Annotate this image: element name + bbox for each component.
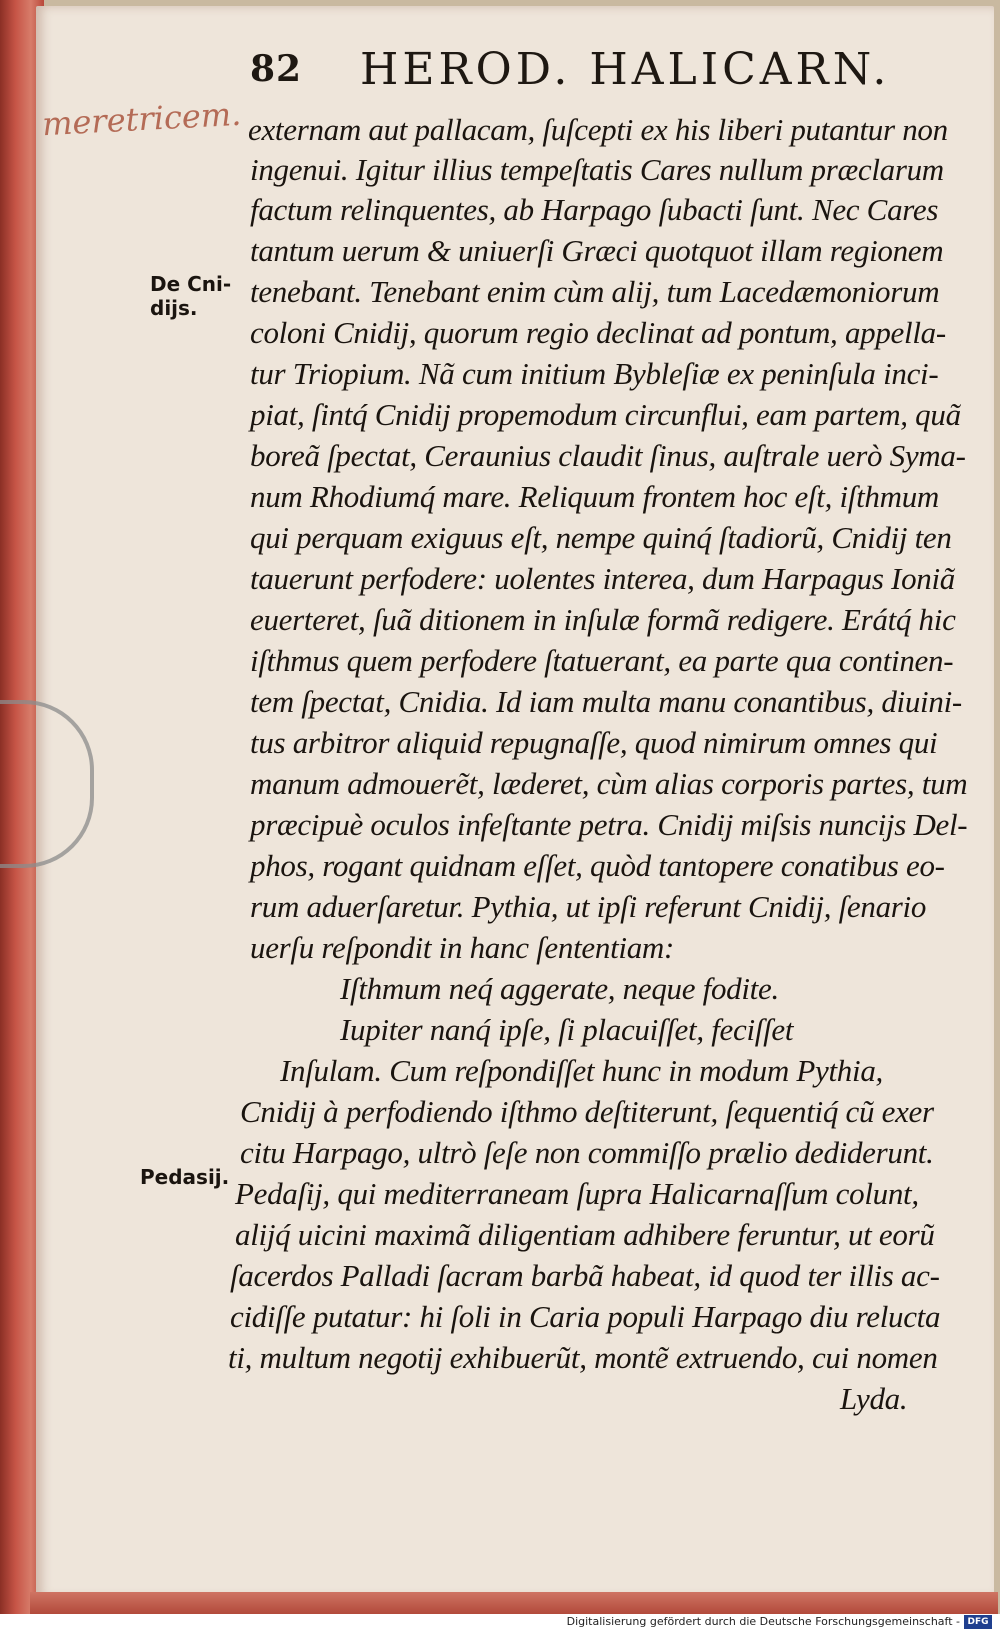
text-line: alijq́ uicini maximã diligentiam adhibere feruntur, ut eorũ [235, 1217, 935, 1252]
text-line: factum relinquentes, ab Harpago ſubacti ſunt. Nec Cares [250, 192, 939, 227]
text-line: tantum uerum & uniuerſi Græci quotquot illam regionem [250, 233, 944, 268]
text-line: uerſu reſpondit in hanc ſententiam: [250, 930, 674, 965]
catchword: Lyda. [840, 1381, 908, 1416]
text-line: ti, multum negotij exhibuerũt, montẽ extruendo, cui nomen [228, 1340, 938, 1375]
verse-line: Iupiter nanq́ ipſe, ſi placuiſſet, feciſſet [340, 1012, 794, 1047]
text-line: iſthmus quem perfodere ſtatuerant, ea parte qua continen- [250, 643, 954, 678]
text-line: Cnidij à perfodiendo iſthmo deſtiterunt, ſequentiq́ cũ exer [240, 1094, 934, 1129]
text-line: præcipuè oculos infeſtante petra. Cnidij miſsis nuncijs Del- [250, 807, 968, 842]
text-line: externam aut pallacam, ſuſcepti ex his liberi putantur non [248, 112, 948, 147]
text-line: qui perquam exiguus eſt, nempe quinq́ ſtadiorũ, Cnidij ten [250, 520, 952, 555]
text-line: tur Triopium. Nã cum initium Bybleſiæ ex peninſula inci- [250, 356, 939, 391]
digitization-credit: Digitalisierung gefördert durch die Deutsche Forschungsgemeinschaft - [566, 1615, 960, 1628]
margin-note-de-cnidijs: De Cni- dijs. [150, 272, 232, 320]
text-line: phos, rogant quidnam eſſet, quòd tantopere conatibus eo- [250, 848, 945, 883]
running-head-title: HEROD. HALICARN. [360, 44, 891, 95]
margin-note-pedasij: Pedasij. [140, 1165, 230, 1189]
dfg-logo: DFG [964, 1615, 992, 1629]
text-line: euerteret, ſuã ditionem in inſulæ formã redigere. Erátq́ hic [250, 602, 956, 637]
text-line: tenebant. Tenebant enim cùm alij, tum Lacedæmoniorum [250, 274, 940, 309]
text-line: manum admouerẽt, læderet, cùm alias corporis partes, tum [250, 766, 968, 801]
text-line: ingenui. Igitur illius tempeſtatis Cares nullum præclarum [250, 152, 944, 187]
text-line: cidiſſe putatur: hi ſoli in Caria populi Harpago diu relucta [230, 1299, 941, 1334]
text-line: Inſulam. Cum reſpondiſſet hunc in modum Pythia, [280, 1053, 883, 1088]
text-line: citu Harpago, ultrò ſeſe non commiſſo prælio dediderunt. [240, 1135, 934, 1170]
verse-line: Iſthmum neq́ aggerate, neque fodite. [340, 971, 779, 1006]
text-line: ſacerdos Palladi ſacram barbã habeat, id quod ter illis ac- [230, 1258, 940, 1293]
text-line: piat, ſintq́ Cnidij propemodum circunflui, eam partem, quã [250, 397, 961, 432]
text-line: num Rhodiumq́ mare. Reliquum frontem hoc eſt, iſthmum [250, 479, 939, 514]
text-line: Pedaſij, qui mediterraneam ſupra Halicarnaſſum colunt, [235, 1176, 919, 1211]
text-line: tauerunt perfodere: uolentes interea, dum Harpagus Ioniã [250, 561, 955, 596]
text-line: coloni Cnidij, quorum regio declinat ad pontum, appella- [250, 315, 946, 350]
page-number: 82 [250, 48, 303, 90]
text-line: tem ſpectat, Cnidia. Id iam multa manu conantibus, diuini- [250, 684, 962, 719]
text-line: boreã ſpectat, Ceraunius claudit ſinus, auſtrale uerò Syma- [250, 438, 966, 473]
text-line: rum aduerſaretur. Pythia, ut ipſi referunt Cnidij, ſenario [250, 889, 927, 924]
text-line: tus arbitror aliquid repugnaſſe, quod nimirum omnes qui [250, 725, 938, 760]
handwritten-annotation: meretricem. [41, 94, 243, 144]
